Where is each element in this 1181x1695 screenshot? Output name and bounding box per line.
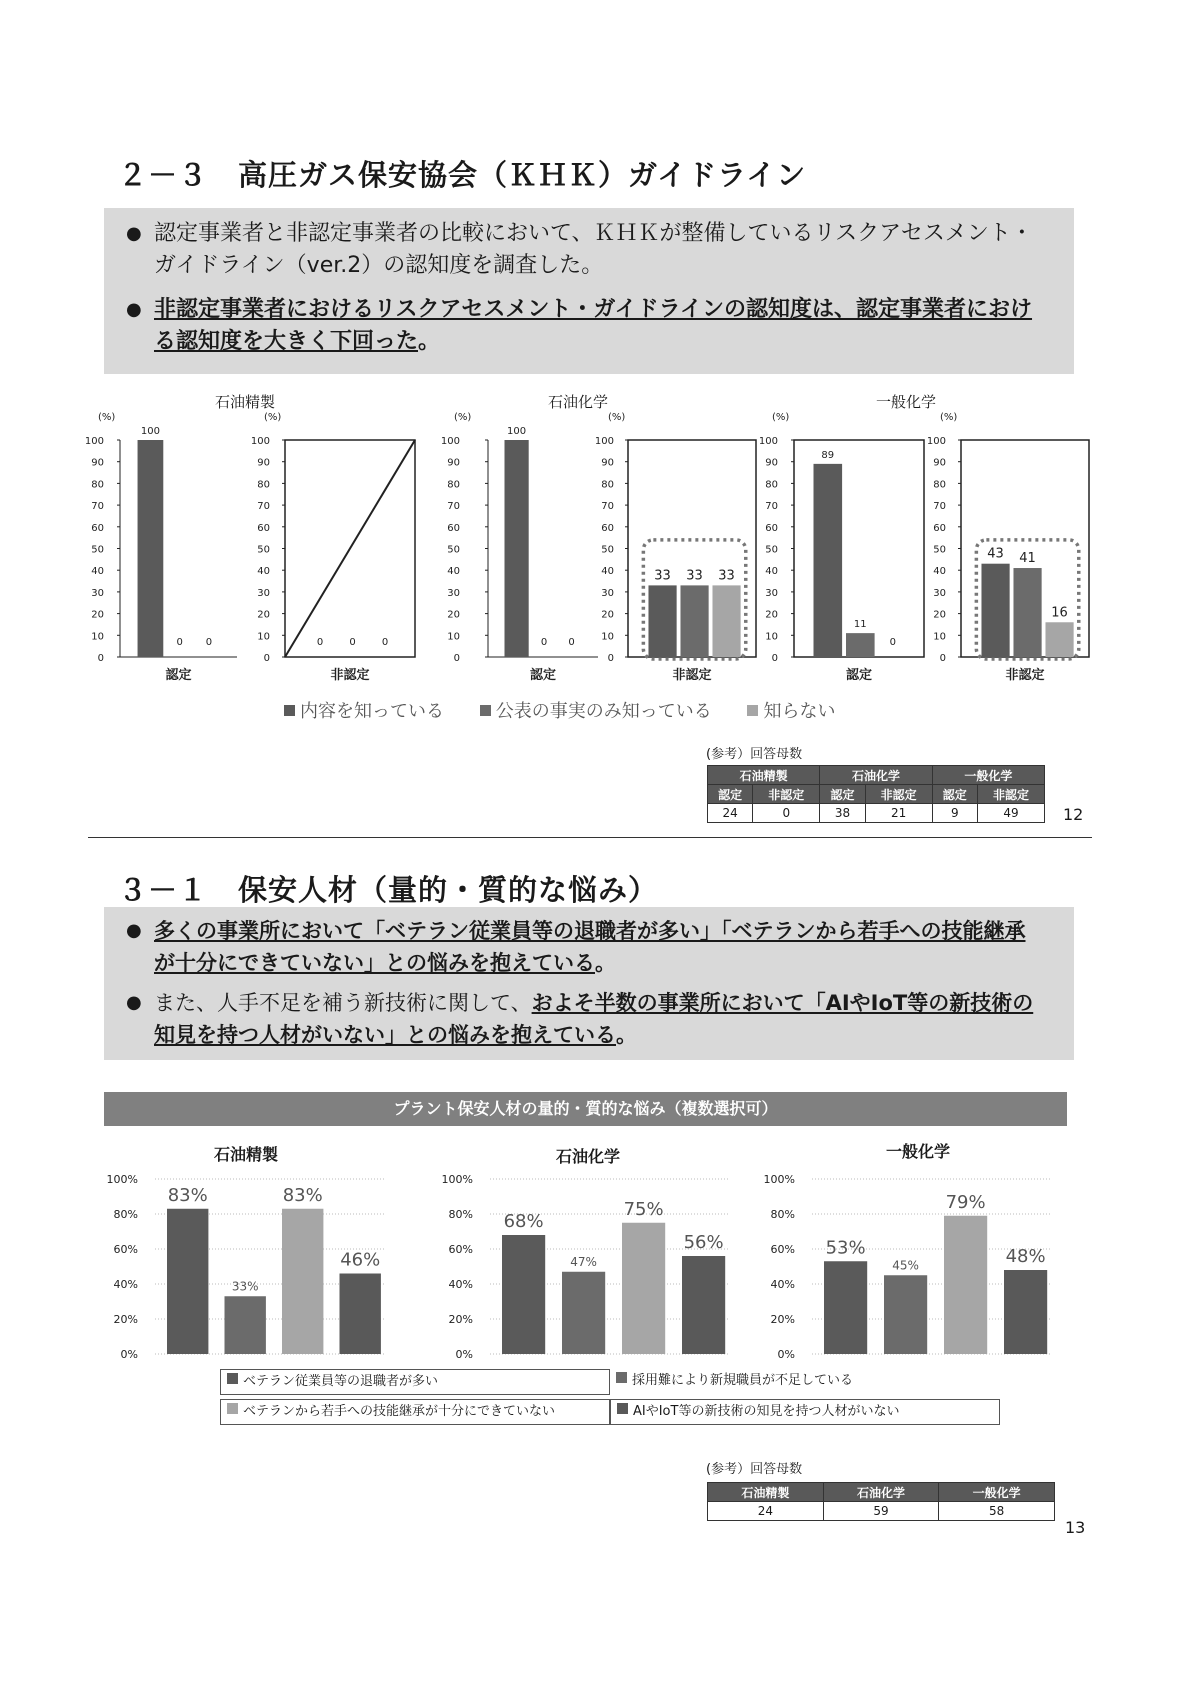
legend-swatch-icon (747, 705, 758, 716)
ref-value: 38 (820, 804, 865, 823)
bar-value-label: 79% (945, 1191, 986, 1213)
bar-value-label: 53% (825, 1237, 866, 1259)
y-tick-label: 70 (447, 501, 460, 513)
bar-value-label: 33 (686, 568, 703, 584)
group-title-general-chemical: 一般化学 (875, 393, 936, 411)
ref-sub: 認定 (932, 785, 977, 804)
section23-summary-box (104, 208, 1074, 374)
ref-group: 一般化学 (939, 1483, 1055, 1502)
ref-sub: 非認定 (977, 785, 1044, 804)
staffing-panel (764, 1173, 1052, 1360)
percent-axis-label: (%) (98, 412, 116, 423)
section31-bullet-2: ● また、人手不足を補う新技術に関して、およそ半数の事業所において「AIやIoT等の新技術の知見を持つ人材がいない」との悩みを抱えている。 (126, 987, 1046, 1051)
legend-swatch-icon (284, 705, 295, 716)
ref-group: 石油化学 (823, 1483, 939, 1502)
y-tick-label: 60% (113, 1243, 138, 1256)
y-tick-label: 40 (601, 566, 614, 578)
y-tick-label: 60 (933, 522, 946, 534)
legend-swatch-icon (480, 705, 491, 716)
y-tick-label: 40% (770, 1278, 795, 1291)
y-tick-label: 30 (933, 587, 946, 599)
y-tick-label: 40% (113, 1278, 138, 1291)
awareness-panel (595, 412, 756, 683)
bar (981, 564, 1009, 657)
awareness-panel (251, 412, 415, 683)
y-tick-label: 20 (257, 609, 270, 621)
category-label: 認定 (845, 668, 873, 683)
bar-value-label: 0 (205, 637, 213, 648)
chart-title-petroleum-refining: 石油精製 (213, 1145, 278, 1164)
bar-value-label: 56% (683, 1232, 724, 1253)
y-tick-label: 50 (933, 544, 946, 556)
category-label: 非認定 (1005, 668, 1045, 683)
y-tick-label: 20% (448, 1313, 473, 1326)
y-tick-label: 0% (777, 1348, 795, 1360)
ref-table-13 (707, 1482, 1055, 1521)
bar-value-label: 75% (623, 1198, 664, 1220)
y-tick-label: 90 (257, 457, 270, 469)
bar (340, 1274, 381, 1355)
bar-value-label: 0 (349, 637, 356, 648)
legend-item-know-publication: 公表の事実のみ知っている (480, 701, 712, 722)
y-tick-label: 70 (933, 501, 946, 513)
y-tick-label: 0% (120, 1348, 138, 1360)
y-tick-label: 0 (607, 653, 614, 664)
y-tick-label: 20% (770, 1313, 795, 1326)
y-tick-label: 50 (765, 544, 778, 556)
bar-value-label: 0 (568, 637, 575, 648)
awareness-panel (441, 412, 598, 683)
section23-bullet-1: ● 認定事業者と非認定事業者の比較において、ＫＨＫが整備しているリスクアセスメント・ガイドライン（ver.2）の認知度を調査した。 (126, 218, 1046, 282)
bar-value-label: 33% (231, 1279, 259, 1294)
y-tick-label: 100 (440, 436, 460, 447)
ref-value: 24 (708, 804, 753, 823)
awareness-panel (759, 412, 924, 683)
y-tick-label: 0 (771, 653, 778, 664)
y-tick-label: 20 (91, 609, 104, 621)
ref-group: 石油精製 (708, 766, 820, 785)
group-title-petroleum-refining: 石油精製 (214, 393, 275, 411)
y-tick-label: 80 (257, 479, 270, 491)
bar (505, 440, 529, 657)
bar-value-label: 41 (1019, 551, 1036, 567)
ref-value: 49 (977, 804, 1044, 823)
bar (884, 1275, 927, 1354)
section31-summary-box (104, 907, 1074, 1060)
percent-axis-label: (%) (608, 412, 626, 423)
y-tick-label: 10 (91, 631, 104, 643)
bar-value-label: 43 (987, 546, 1004, 562)
y-tick-label: 80% (770, 1208, 795, 1221)
y-tick-label: 50 (601, 544, 614, 556)
legend-item-ai-iot: AIやIoT等の新技術の知見を持つ人材がいない (610, 1399, 1000, 1425)
awareness-panel (927, 412, 1089, 683)
y-tick-label: 60 (257, 522, 270, 534)
y-tick-label: 20 (447, 609, 460, 621)
section23-title: ２－３ 高圧ガス保安協会（ＫＨＫ）ガイドライン (118, 158, 807, 192)
y-tick-label: 40 (765, 566, 778, 578)
y-tick-label: 100 (594, 436, 614, 447)
y-tick-label: 80% (448, 1208, 473, 1221)
bar-value-label: 33 (654, 568, 671, 584)
y-tick-label: 70 (765, 501, 778, 513)
y-tick-label: 60% (770, 1243, 795, 1256)
legend-swatch-icon (227, 1403, 238, 1414)
staffing-panel (107, 1173, 385, 1360)
ref-sub: 非認定 (753, 785, 820, 804)
bar (138, 440, 164, 657)
y-tick-label: 60% (448, 1243, 473, 1256)
y-tick-label: 0 (939, 653, 946, 664)
category-label: 非認定 (672, 668, 712, 683)
bar-value-label: 16 (1051, 605, 1068, 621)
bar-value-label: 68% (503, 1211, 544, 1232)
y-tick-label: 80 (933, 479, 946, 491)
bar (622, 1223, 665, 1354)
y-tick-label: 10 (447, 631, 460, 643)
page-number-13: 13 (1065, 1518, 1086, 1537)
ref-label-12: (参考）回答母数 (706, 747, 803, 762)
bar (846, 633, 875, 657)
y-tick-label: 60 (601, 522, 614, 534)
category-label: 認定 (529, 668, 557, 683)
bullet-dot-icon: ● (126, 299, 142, 320)
bar (562, 1272, 605, 1354)
ref-label-13: (参考）回答母数 (706, 1462, 803, 1477)
section23-bullet-2: ● 非認定事業者におけるリスクアセスメント・ガイドラインの認知度は、認定事業者における認知度を大きく下回った。 (126, 294, 1046, 358)
legend-swatch-icon (616, 1372, 627, 1383)
y-tick-label: 70 (257, 501, 270, 513)
y-tick-label: 90 (91, 457, 104, 469)
percent-axis-label: (%) (264, 412, 282, 423)
bar-value-label: 46% (340, 1249, 381, 1271)
awareness-charts (0, 405, 1181, 695)
legend-item-dont-know: 知らない (747, 701, 835, 722)
legend-item-skill-transfer: ベテランから若手への技能継承が十分にできていない (220, 1399, 610, 1425)
category-label: 非認定 (330, 668, 370, 683)
ref-sub: 認定 (708, 785, 753, 804)
y-tick-label: 60 (765, 522, 778, 534)
chart-title-general-chemical: 一般化学 (885, 1142, 950, 1161)
y-tick-label: 70 (601, 501, 614, 513)
bar (712, 585, 740, 657)
bar-value-label: 47% (570, 1254, 597, 1269)
ref-group: 石油精製 (708, 1483, 824, 1502)
bar-value-label: 11 (853, 619, 867, 631)
bar (1004, 1270, 1047, 1354)
section31-title: ３－１ 保安人材（量的・質的な悩み） (118, 873, 659, 907)
bar-value-label: 0 (316, 637, 324, 648)
legend-swatch-icon (617, 1403, 628, 1414)
staffing-panel (442, 1173, 730, 1360)
ref-value: 24 (708, 1502, 824, 1521)
ref-value: 0 (753, 804, 820, 823)
ref-value: 58 (939, 1502, 1055, 1521)
ref-value: 9 (932, 804, 977, 823)
y-tick-label: 80 (91, 479, 104, 491)
bar (648, 585, 676, 657)
bar-value-label: 33 (718, 568, 735, 584)
bar (167, 1209, 208, 1354)
bullet-dot-icon: ● (126, 920, 142, 941)
y-tick-label: 100% (106, 1173, 138, 1186)
y-tick-label: 0 (97, 653, 104, 664)
y-tick-label: 20% (113, 1313, 138, 1326)
staffing-charts (0, 1160, 1181, 1360)
y-tick-label: 90 (601, 457, 614, 469)
staffing-chart-banner: プラント保安人材の量的・質的な悩み（複数選択可） (104, 1092, 1067, 1126)
y-tick-label: 40 (447, 566, 460, 578)
y-tick-label: 100 (758, 436, 778, 447)
y-tick-label: 20 (765, 609, 778, 621)
y-tick-label: 100 (84, 436, 104, 447)
y-tick-label: 10 (257, 631, 270, 643)
category-label: 認定 (165, 668, 192, 683)
section31-bullet-1: ● 多くの事業所において「ベテラン従業員等の退職者が多い」「ベテランから若手への技能継承が十分にできていない」との悩みを抱えている。 (126, 915, 1046, 979)
y-tick-label: 30 (257, 587, 270, 599)
y-tick-label: 30 (91, 587, 104, 599)
page-number-12: 12 (1063, 805, 1084, 824)
y-tick-label: 80 (447, 479, 460, 491)
percent-axis-label: (%) (772, 412, 790, 423)
y-tick-label: 80% (113, 1208, 138, 1221)
bar-value-label: 83% (282, 1184, 323, 1206)
y-tick-label: 40 (257, 566, 270, 578)
y-tick-label: 0% (455, 1348, 473, 1360)
y-tick-label: 10 (765, 631, 778, 643)
legend-item-know-content: 内容を知っている (284, 701, 444, 722)
bar (282, 1209, 323, 1354)
bar (225, 1296, 266, 1354)
bar (824, 1261, 867, 1354)
y-tick-label: 40 (933, 566, 946, 578)
y-tick-label: 90 (765, 457, 778, 469)
bar-value-label: 83% (167, 1184, 208, 1206)
y-tick-label: 30 (765, 587, 778, 599)
ref-sub: 認定 (820, 785, 865, 804)
ref-value: 21 (865, 804, 932, 823)
y-tick-label: 100% (763, 1173, 795, 1186)
bar-value-label: 0 (540, 637, 548, 648)
y-tick-label: 80 (765, 479, 778, 491)
bar (502, 1235, 545, 1354)
y-tick-label: 100% (441, 1173, 473, 1186)
bar (1013, 568, 1041, 657)
diagonal-line (285, 440, 415, 657)
y-tick-label: 30 (447, 587, 460, 599)
legend-item-retirees: ベテラン従業員等の退職者が多い (220, 1369, 610, 1395)
percent-axis-label: (%) (454, 412, 472, 423)
y-tick-label: 40% (448, 1278, 473, 1291)
page-divider (88, 837, 1092, 838)
bar-value-label: 100 (140, 426, 160, 437)
y-tick-label: 10 (933, 631, 946, 643)
ref-value: 59 (823, 1502, 939, 1521)
ref-table-12 (707, 765, 1045, 823)
bar-value-label: 100 (507, 426, 527, 437)
bullet-dot-icon: ● (126, 223, 142, 244)
awareness-panel (85, 412, 237, 683)
ref-group: 一般化学 (932, 766, 1044, 785)
bar-value-label: 0 (176, 637, 183, 648)
y-tick-label: 0 (263, 653, 270, 664)
y-tick-label: 50 (257, 544, 270, 556)
y-tick-label: 10 (601, 631, 614, 643)
bar (682, 1256, 725, 1354)
bar (814, 464, 843, 657)
chart-title-petrochemical: 石油化学 (555, 1147, 620, 1166)
y-tick-label: 90 (447, 457, 460, 469)
y-tick-label: 50 (447, 544, 460, 556)
bar-value-label: 0 (889, 637, 896, 648)
y-tick-label: 70 (91, 501, 104, 513)
y-tick-label: 60 (447, 522, 460, 534)
legend-swatch-icon (227, 1373, 238, 1384)
bar (680, 585, 708, 657)
bar (944, 1216, 987, 1354)
y-tick-label: 60 (91, 522, 104, 534)
y-tick-label: 40 (91, 566, 104, 578)
y-tick-label: 30 (601, 587, 614, 599)
bar-value-label: 48% (1005, 1246, 1046, 1267)
ref-sub: 非認定 (865, 785, 932, 804)
y-tick-label: 20 (933, 609, 946, 621)
bar (1045, 622, 1073, 657)
ref-group: 石油化学 (820, 766, 932, 785)
y-tick-label: 20 (601, 609, 614, 621)
percent-axis-label: (%) (940, 412, 958, 423)
legend-item-hiring: 採用難により新規職員が不足している (610, 1369, 1000, 1393)
y-tick-label: 100 (926, 436, 946, 447)
y-tick-label: 90 (933, 457, 946, 469)
bar-value-label: 45% (892, 1258, 919, 1273)
bar-value-label: 89 (821, 449, 835, 461)
y-tick-label: 50 (91, 544, 104, 556)
awareness-legend (284, 697, 835, 723)
group-title-petrochemical: 石油化学 (547, 393, 608, 411)
bar-value-label: 0 (381, 637, 389, 648)
y-tick-label: 100 (250, 436, 270, 447)
y-tick-label: 80 (601, 479, 614, 491)
y-tick-label: 0 (453, 653, 460, 664)
bullet-dot-icon: ● (126, 992, 142, 1013)
